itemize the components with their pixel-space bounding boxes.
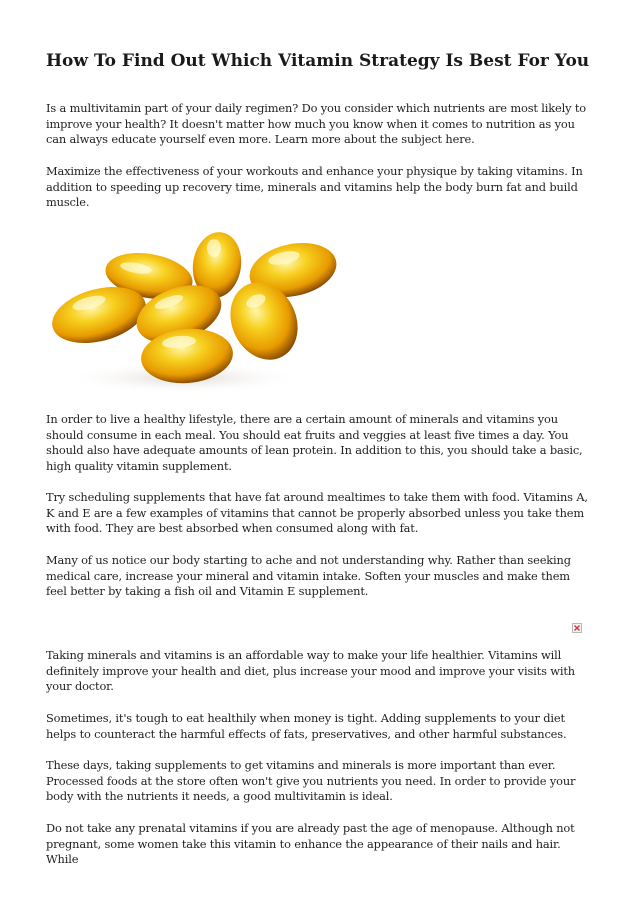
paragraph-2: Maximize the effectiveness of your workouts and enhance your physique by taking vitamins. In addition to speeding up recovery time, minerals and vitamins help the body burn fat and build muscle.	[46, 164, 583, 210]
paragraph-8: These days, taking supplements to get vitamins and minerals is more important than ever. Processed foods at the store often won't give you nutrients you need. In order to provide your body with the nutrients it needs, a good multivitamin is ideal.	[46, 758, 576, 804]
vitamin-capsules-icon	[44, 228, 344, 398]
paragraph-6: Taking minerals and vitamins is an affordable way to make your life healthier. Vitamins will definitely improve your health and diet, plus increase your mood and improve your visits with your doctor.	[46, 648, 575, 694]
paragraph-4: Try scheduling supplements that have fat around mealtimes to take them with food. Vitamins A, K and E are a few examples of vitamins that cannot be properly absorbed unless you take them with food. They are best absorbed when consumed along with fat.	[46, 490, 588, 536]
paragraph-1: Is a multivitamin part of your daily regimen? Do you consider which nutrients are most likely to improve your health? It doesn't matter how much you know when it comes to nutrition as you can always educate yourself even more. Learn more about the subject here.	[46, 101, 586, 147]
broken-image-icon	[572, 623, 582, 633]
article-title: How To Find Out Which Vitamin Strategy Is Best For You	[46, 51, 590, 71]
vitamin-capsules-image	[44, 228, 344, 398]
paragraph-5: Many of us notice our body starting to ache and not understanding why. Rather than seeking medical care, increase your mineral and vitamin intake. Soften your muscles and make them feel better by taking a fish oil and Vitamin E supplement.	[46, 553, 571, 599]
paragraph-9: Do not take any prenatal vitamins if you are already past the age of menopause. Although not pregnant, some women take this vitamin to enhance the appearance of their nails and hair. While	[46, 821, 575, 867]
paragraph-7: Sometimes, it's tough to eat healthily when money is tight. Adding supplements to your diet helps to counteract the harmful effects of fats, preservatives, and other harmful substances.	[46, 711, 567, 741]
paragraph-3: In order to live a healthy lifestyle, there are a certain amount of minerals and vitamins you should consume in each meal. You should eat fruits and veggies at least five times a day. You should also have adequate amounts of lean protein. In addition to this, you should take a basic, high quality vitamin supplement.	[46, 412, 583, 473]
